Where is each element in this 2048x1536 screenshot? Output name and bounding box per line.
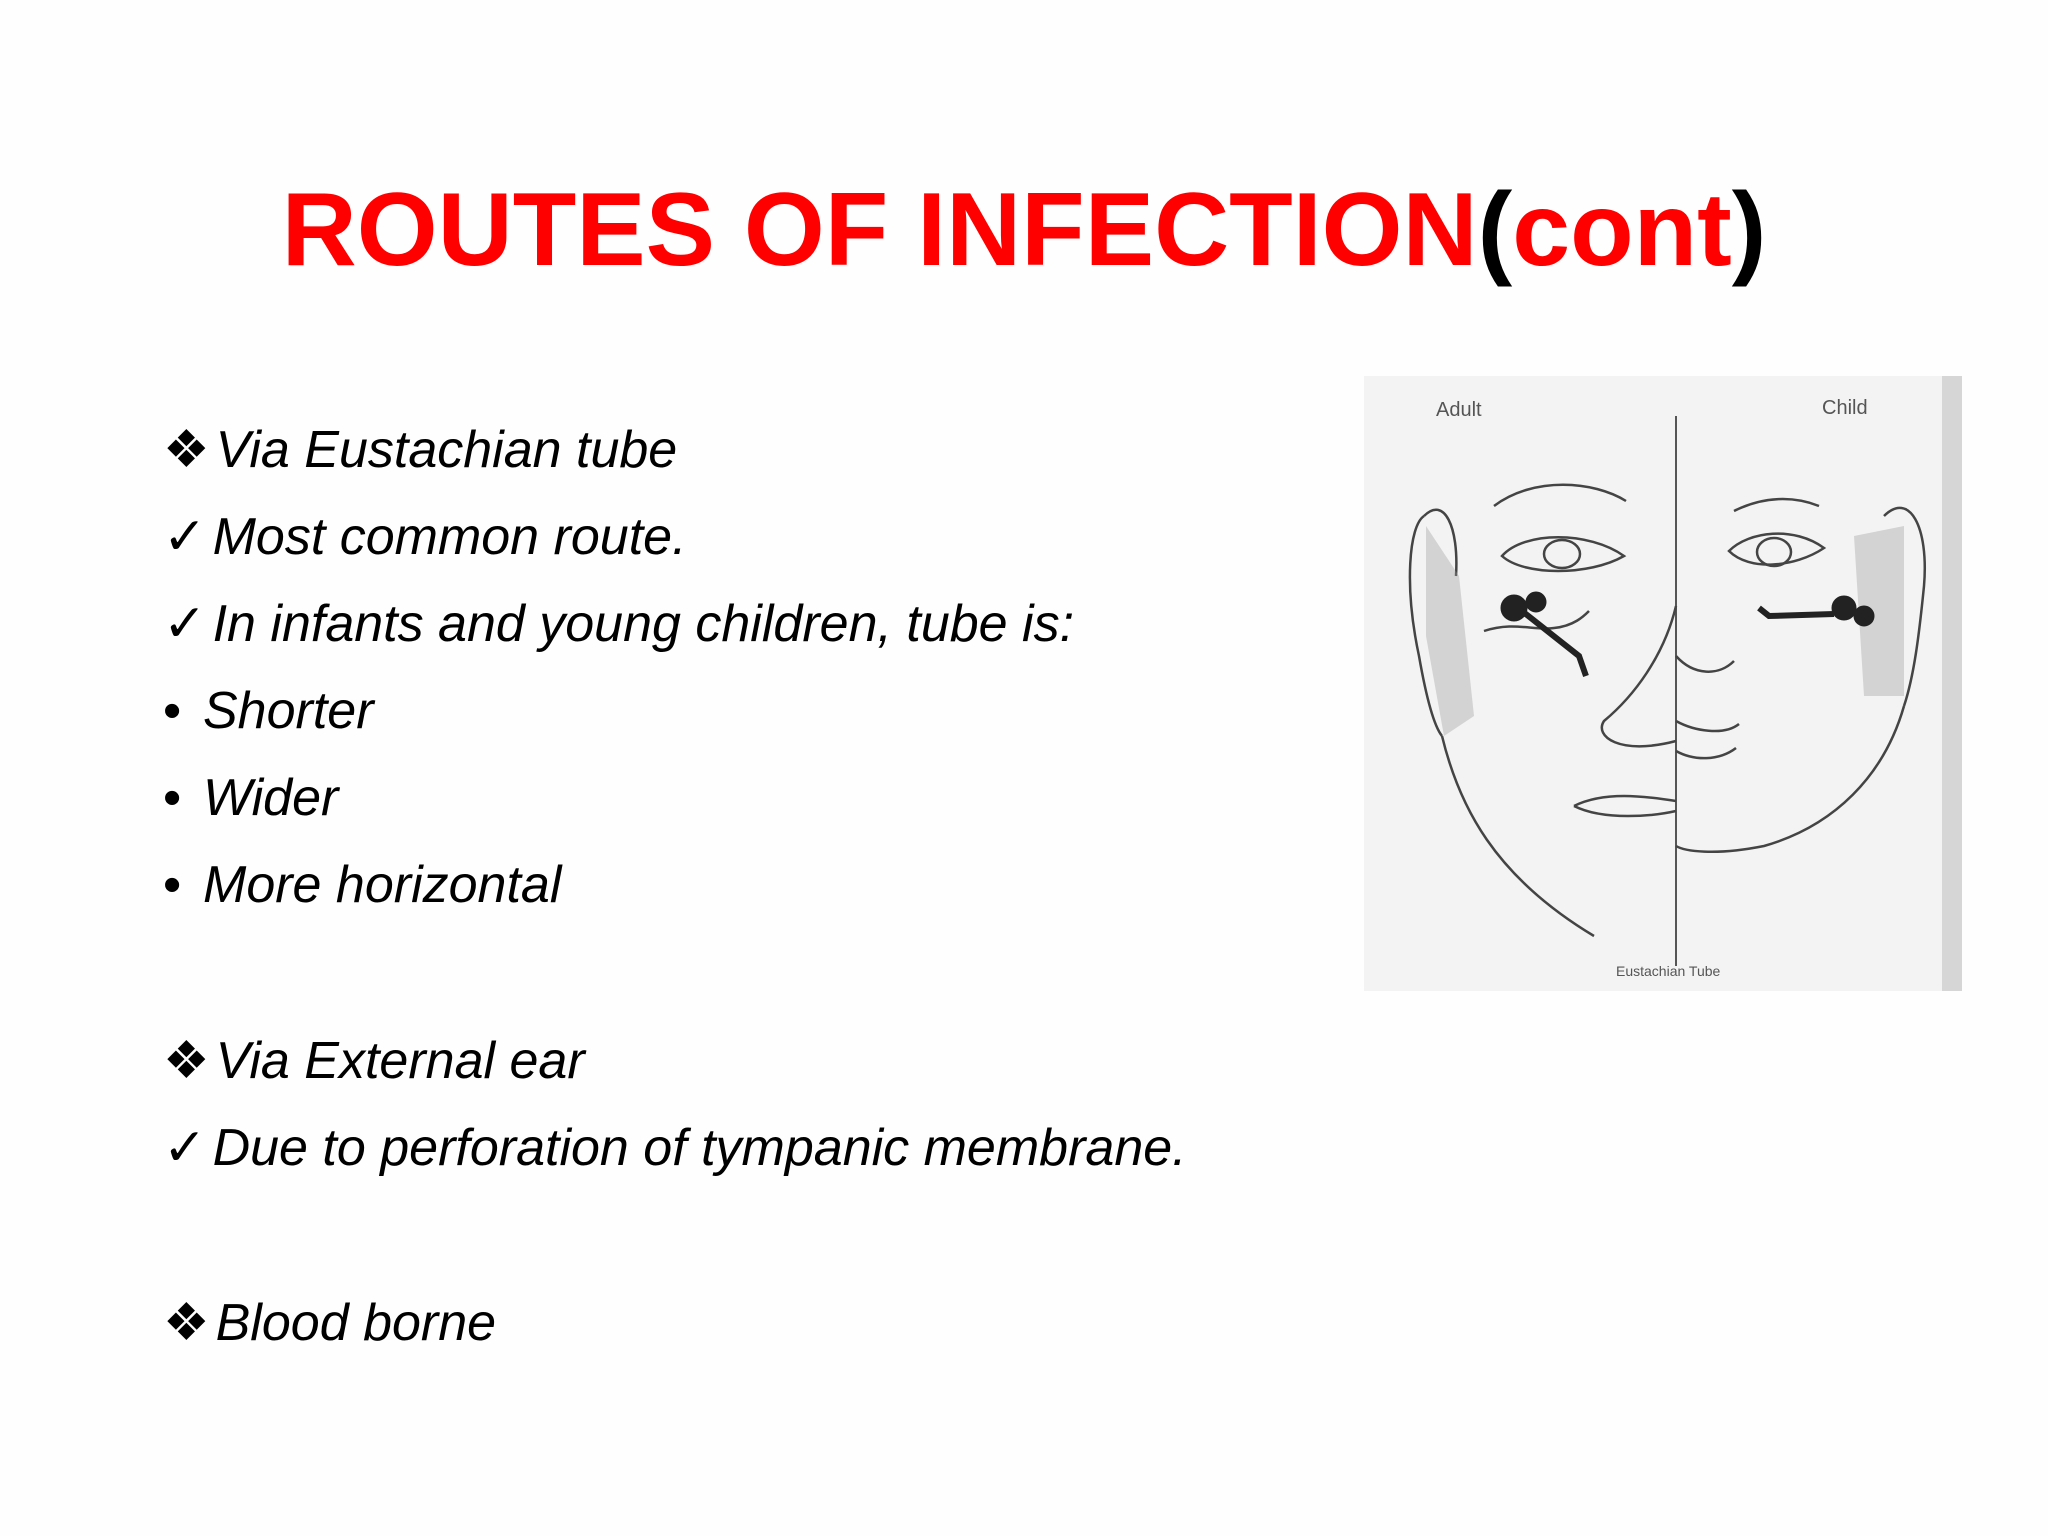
check-text: Due to perforation of tympanic membrane. [212,1119,1187,1177]
list-item-text: Wider [203,769,339,827]
figure-label-child: Child [1822,397,1868,419]
check-most-common [163,505,687,569]
list-item-text: Shorter [203,682,374,740]
title-sub: cont [1512,172,1732,288]
bullet-eustachian [163,418,677,482]
dot-bullet-icon: • [163,856,182,914]
bullet-text: Blood borne [215,1294,497,1352]
check-infants [163,592,1074,656]
figure-caption: Eustachian Tube [1616,963,1721,979]
eustachian-tube-diagram [1364,376,1962,991]
diamond-bullet-icon: ❖ [163,421,210,479]
title-paren-close: ) [1731,172,1767,288]
diamond-bullet-icon: ❖ [163,1294,210,1352]
check-perforation [163,1116,1187,1180]
title-main: ROUTES OF INFECTION [281,172,1478,288]
slide-title [0,168,2048,292]
diamond-bullet-icon: ❖ [163,1032,210,1090]
check-icon: ✓ [163,1119,207,1177]
check-icon: ✓ [163,595,207,653]
dot-bullet-icon: • [163,682,182,740]
bullet-blood-borne [163,1291,496,1355]
dot-bullet-icon: • [163,769,182,827]
bullet-text: Via External ear [215,1032,585,1090]
list-item-wider [163,766,338,830]
check-icon: ✓ [163,508,207,566]
list-item-horizontal [163,853,561,917]
check-text: In infants and young children, tube is: [212,595,1075,653]
figure-label-adult: Adult [1436,399,1482,421]
list-item-text: More horizontal [203,856,562,914]
list-item-shorter [163,679,374,743]
check-text: Most common route. [212,508,687,566]
title-paren-open: ( [1477,172,1513,288]
bullet-text: Via Eustachian tube [215,421,678,479]
bullet-external-ear [163,1029,585,1093]
